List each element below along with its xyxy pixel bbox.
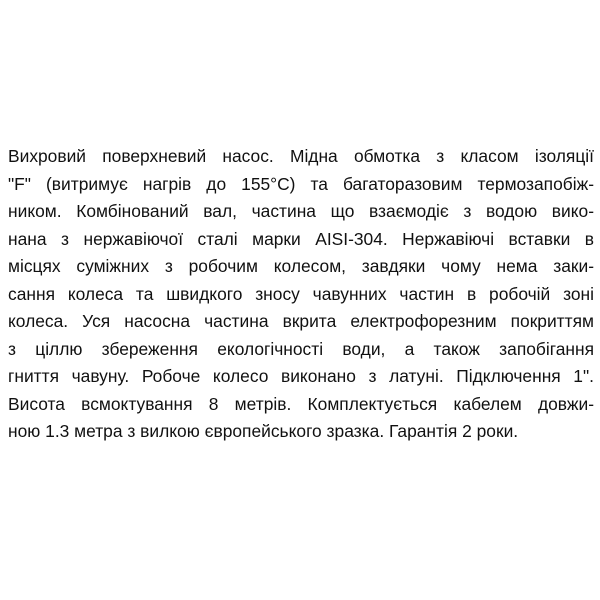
description-line: з ціллю збереження екологічності води, а також запобігання	[8, 338, 594, 359]
description-line: нана з нержавіючої сталі марки AISI-304. Нержавіючі вставки в	[8, 228, 594, 249]
description-line-last: ною 1.3 метра з вилкою європейського зразка. Гарантія 2 роки.	[8, 421, 519, 441]
description-line: "F" (витримує нагрів до 155°C) та багаторазовим термозапобіж-	[8, 173, 594, 194]
description-line: ником. Комбінований вал, частина що взаємодіє з водою вико-	[8, 201, 594, 221]
description-line: місцях суміжних з робочим колесом, завдяки чому нема заки-	[8, 256, 594, 276]
description-line: Вихровий поверхневий насос. Мідна обмотка з класом ізоляції	[8, 146, 594, 166]
description-line: сання колеса та швидкого зносу чавунних частин в робочій зоні	[8, 283, 594, 304]
description-line: гниття чавуну. Робоче колесо виконано з латуні. Підключення 1".	[8, 366, 594, 386]
product-description-text	[8, 143, 594, 446]
description-line: Висота всмоктування 8 метрів. Комплектується кабелем довжи-	[8, 393, 594, 414]
description-line: колеса. Уся насосна частина вкрита електрофорезним покриттям	[8, 311, 594, 331]
